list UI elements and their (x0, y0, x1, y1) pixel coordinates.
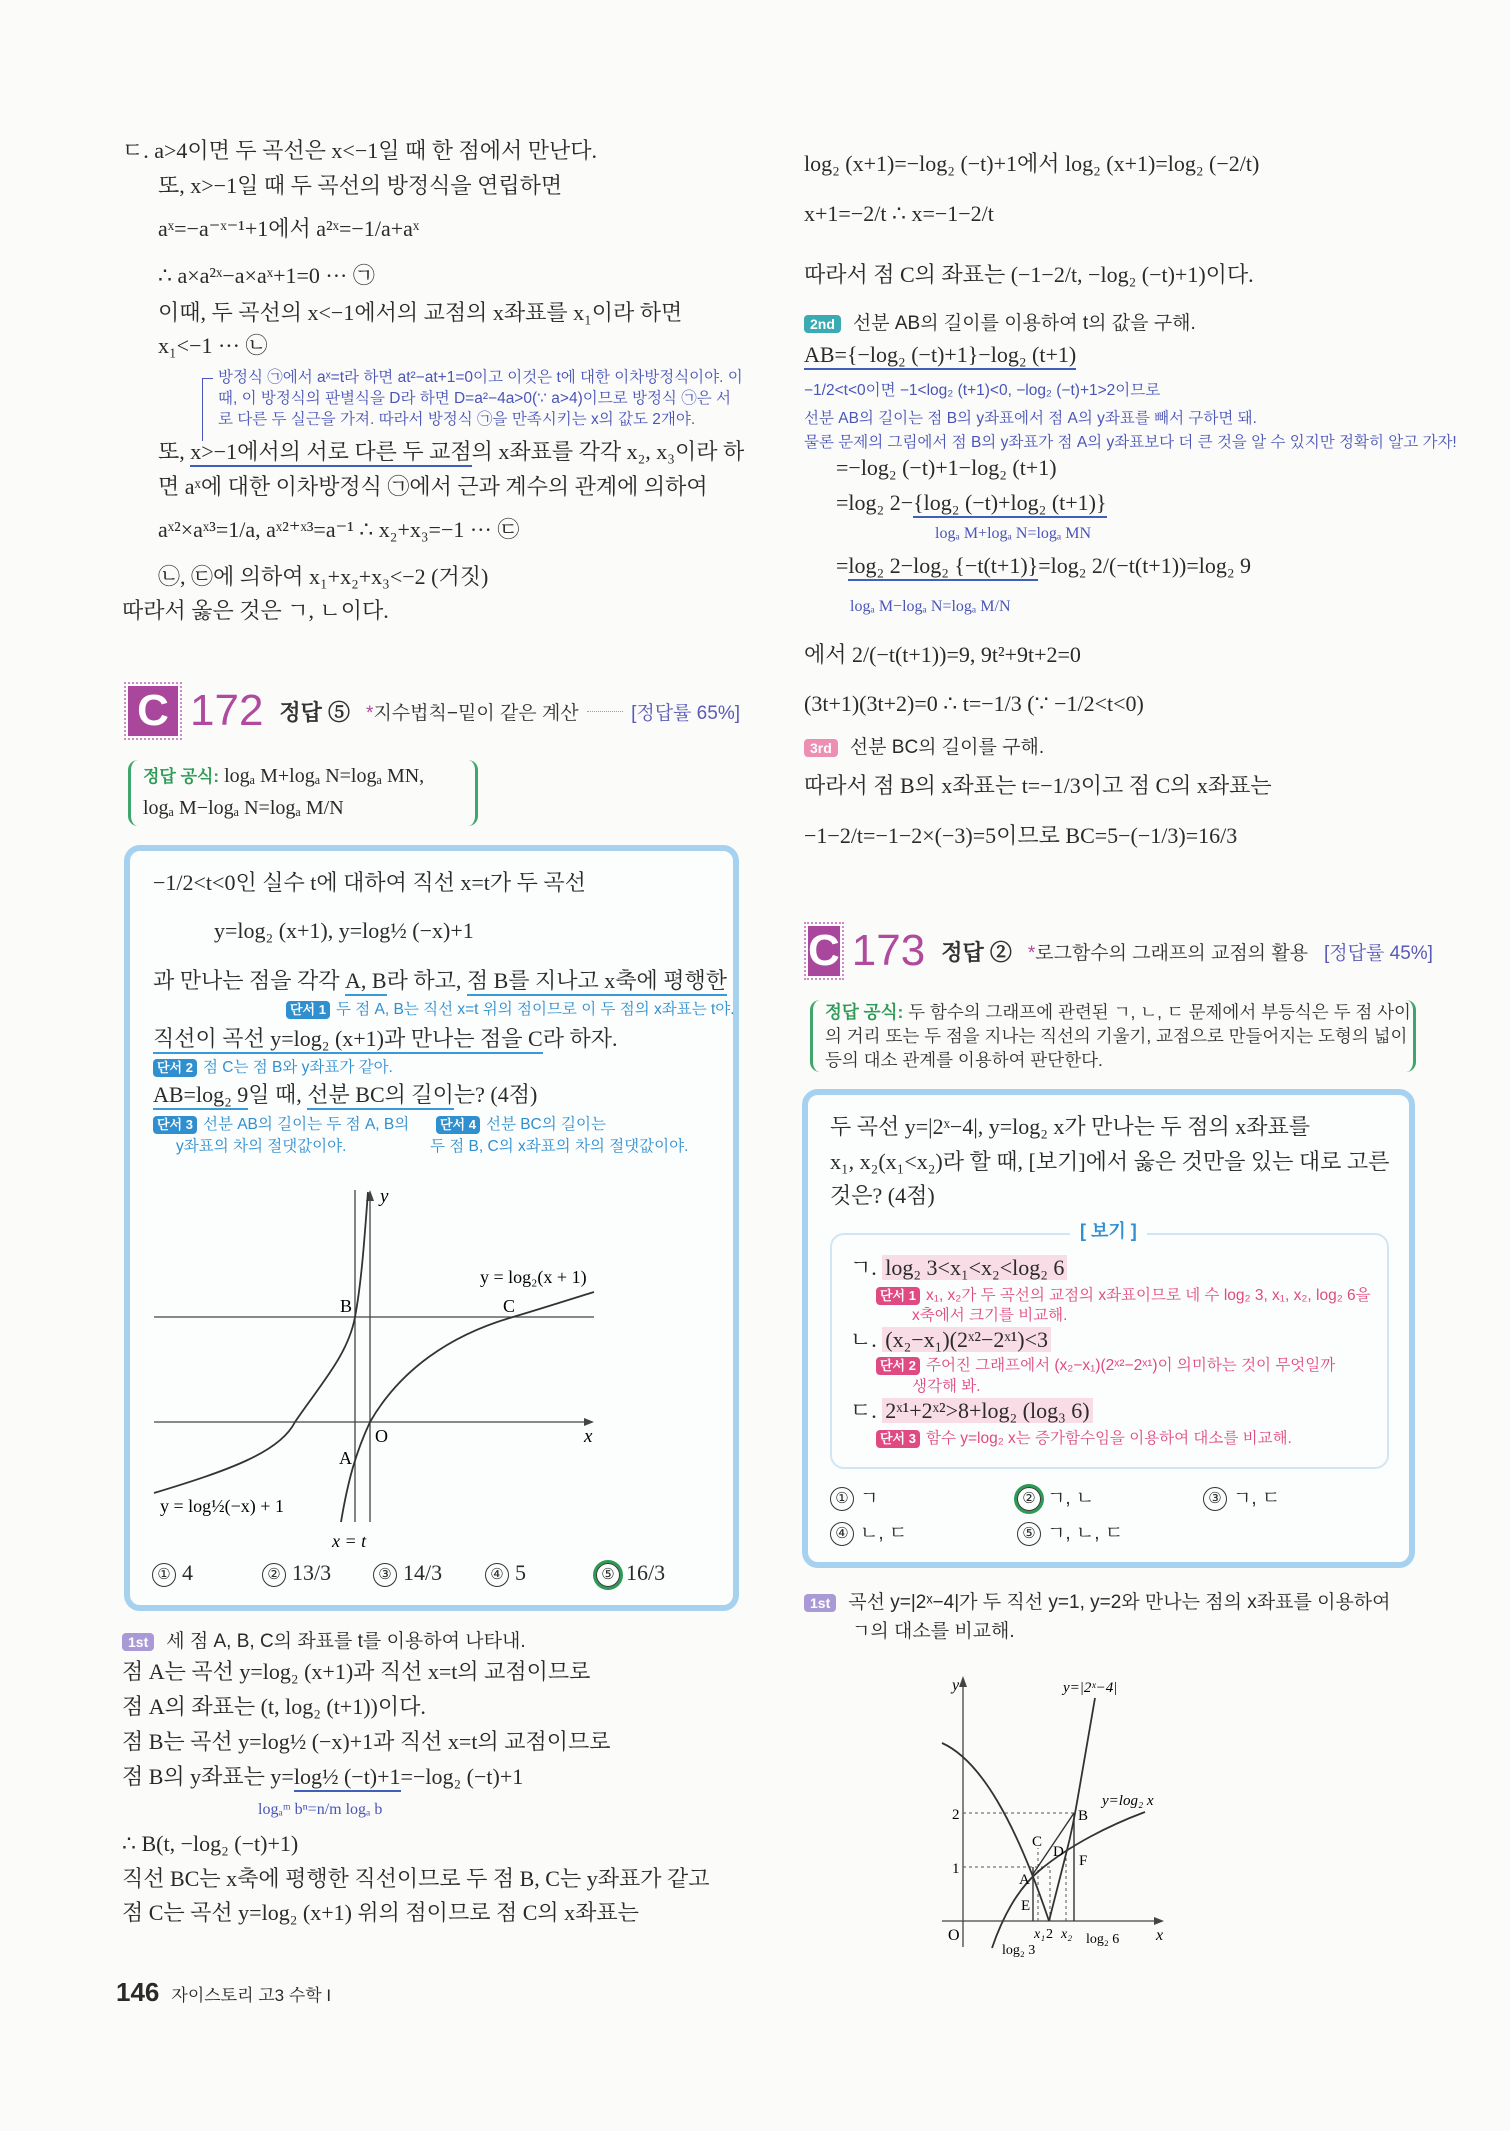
text-line: ∴ a×a²ˣ−a×aˣ+1=0 ··· ㉠ (158, 263, 375, 288)
point-a-label: A (339, 1448, 352, 1468)
step-title: 세 점 A, B, C의 좌표를 t를 이용하여 나타내. (166, 1631, 526, 1652)
topic-text: 로그함수의 그래프의 교점의 활용 (1035, 942, 1309, 964)
choice-number: ③ (1203, 1487, 1227, 1511)
clue-badge: 단서 3 (876, 1430, 920, 1448)
correct-rate: [정답률 45%] (1324, 942, 1433, 964)
choice-text: ㄴ, ㄷ (860, 1523, 908, 1544)
solution-line: 점 A는 곡선 y=log₂ (x+1)과 직선 x=t의 교점이므로 (122, 1659, 591, 1684)
underlined-text: AB=log₂ 9 (153, 1082, 248, 1110)
text-line: 또, x>−1일 때 두 곡선의 방정식을 연립하면 (158, 173, 563, 198)
origin-label: O (948, 1927, 960, 1944)
text: 라 하자. (542, 1026, 618, 1051)
answer-label: 정답 ② (941, 939, 1012, 965)
problem-173-header (808, 926, 1433, 976)
solution-line: 에서 2/(−t(t+1))=9, 9t²+9t+2=0 (804, 642, 1081, 667)
choice-text: 16/3 (626, 1560, 666, 1585)
choice-4[interactable] (830, 1518, 907, 1546)
x-axis-label: x (1156, 1927, 1164, 1944)
formula-label: 정답 공식: (825, 1002, 904, 1022)
text-line: ㉡, ㉢에 의하여 x₁+x₂+x₃<−2 (거짓) (158, 564, 489, 589)
text: = (836, 553, 849, 578)
difficulty-badge: C (808, 926, 840, 975)
step-badge: 2nd (804, 315, 841, 333)
note-arrow (202, 378, 213, 441)
choice-5[interactable] (1017, 1518, 1123, 1546)
clue-text: y좌표의 차의 절댓값이야. (176, 1138, 347, 1155)
tick-two: 2 (1046, 1927, 1053, 1942)
problem-text (153, 967, 727, 995)
solution-line: 따라서 점 C의 좌표는 (−1−2/t, −log₂ (−t)+1)이다. (804, 262, 1254, 287)
step-badge: 1st (804, 1594, 836, 1612)
curve2-label: y = log½(−x) + 1 (160, 1496, 284, 1516)
clue-text: 선분 AB의 길이는 두 점 A, B의 (202, 1116, 410, 1133)
solution-line: 직선 BC는 x축에 평행한 직선이므로 두 점 B, C는 y좌표가 같고 (122, 1866, 710, 1891)
solution-line: x+1=−2/t ∴ x=−1−2/t (804, 201, 994, 226)
formula-note: logₐᵐ bⁿ=n/m logₐ b (258, 1801, 383, 1818)
text-line: ㄷ. a>4이면 두 곡선은 x<−1일 때 한 점에서 만난다. (122, 138, 598, 163)
problem-text (153, 1081, 537, 1109)
difficulty-badge: C (128, 686, 178, 736)
choice-4[interactable] (485, 1560, 526, 1587)
clue-text: 두 점 A, B는 직선 x=t 위의 점이므로 이 두 점의 x좌표는 t야. (335, 1001, 735, 1018)
y-axis-label: y (380, 1186, 389, 1207)
formula-text: 두 함수의 그래프에 관련된 ㄱ, ㄴ, ㄷ 문제에서 부등식은 두 점 사이 (903, 1002, 1411, 1022)
item-label: ㄴ. (850, 1327, 877, 1352)
choice-2-selected[interactable] (1017, 1483, 1094, 1511)
choice-number: ① (152, 1563, 176, 1587)
formula-line (143, 762, 424, 791)
formula-note: logₐ M−logₐ N=logₐ M/N (850, 598, 1011, 615)
item-label: ㄷ. (850, 1398, 877, 1423)
underlined-text: AB={−log₂ (−t)+1}−log₂ (t+1) (804, 342, 1076, 370)
tick-2: 2 (952, 1807, 960, 1823)
point-b-label: B (1078, 1808, 1089, 1824)
solution-line (122, 1763, 523, 1791)
choice-text: ㄱ, ㄴ, ㄷ (1047, 1523, 1124, 1544)
clue-badge: 단서 2 (153, 1059, 197, 1077)
selected-choice-mark: ② (1017, 1487, 1041, 1511)
choice-5-selected[interactable] (596, 1560, 665, 1587)
formula-line: logₐ M−logₐ N=logₐ M/N (143, 797, 344, 819)
choice-text: 14/3 (403, 1560, 443, 1585)
x-axis-arrow-icon (1154, 1917, 1164, 1925)
text: 과 만나는 점을 각각 (153, 968, 346, 993)
formula-line (825, 1002, 1411, 1022)
problem-text: 것은? (4점) (830, 1183, 935, 1208)
clue-2 (876, 1356, 1335, 1376)
step-title: 곡선 y=|2ˣ−4|가 두 직선 y=1, y=2와 만나는 점의 x좌표를 이용하여 (848, 1592, 1391, 1613)
book-title: 자이스토리 고3 수학 I (171, 1986, 332, 2005)
text-line: aˣ²×aˣ³=1/a, aˣ²⁺ˣ³=a⁻¹ ∴ x₂+x₃=−1 ··· ㉢ (158, 517, 520, 542)
clue-text: 선분 BC의 길이는 (485, 1116, 606, 1133)
choice-text: ㄱ, ㄴ (1047, 1488, 1095, 1509)
star-icon: * (1027, 942, 1036, 964)
step-2 (804, 308, 1196, 335)
solution-line (804, 341, 1076, 369)
step-title: 선분 BC의 길이를 구해. (849, 737, 1045, 758)
underlined-text: 직선이 곡선 y=log₂ (x+1)과 만나는 점을 C (153, 1026, 543, 1054)
text: 라 하고, (386, 968, 467, 993)
point-d-label: D (1053, 1844, 1064, 1860)
footer (116, 1978, 331, 2010)
choice-text: 5 (515, 1560, 526, 1585)
selected-choice-mark: ⑤ (596, 1563, 620, 1587)
bogi-item (850, 1326, 1051, 1354)
clue-text: 생각해 봐. (912, 1378, 981, 1395)
dotted-leader (587, 711, 623, 712)
x-axis-arrow-icon (584, 1418, 594, 1426)
text: 또, (158, 439, 191, 464)
curve2-label: y=log₂ x (1102, 1793, 1154, 1809)
underlined-text: 선분 BC의 길이 (307, 1082, 454, 1110)
solution-line: (3t+1)(3t+2)=0 ∴ t=−1/3 (∵ −1/2<t<0) (804, 691, 1144, 716)
tick-log2-3: log₂ 3 (1002, 1943, 1036, 1958)
page-number: 146 (116, 1977, 160, 2007)
answer-label: 정답 ⑤ (279, 699, 351, 725)
text-line: 따라서 옳은 것은 ㄱ, ㄴ이다. (122, 598, 389, 623)
clue-3 (876, 1429, 1292, 1449)
curve-log2-x-plus-1 (341, 1292, 594, 1522)
bogi-item (850, 1397, 1093, 1425)
clue-text: x축에서 크기를 비교해. (912, 1307, 1068, 1324)
underlined-text: A, B (345, 968, 387, 996)
formula-line: 등의 대소 관계를 이용하여 판단한다. (825, 1050, 1103, 1070)
solution-line (836, 489, 1107, 517)
solution-line: =−log₂ (−t)+1−log₂ (t+1) (836, 455, 1057, 480)
choice-1[interactable] (152, 1560, 193, 1587)
problem-number: 172 (190, 686, 264, 735)
point-c-label: C (503, 1296, 516, 1316)
formula-label: 정답 공식: (143, 767, 220, 786)
choice-number: ① (830, 1487, 854, 1511)
text-line: x₁<−1 ··· ㉡ (158, 333, 268, 358)
curve-abs-right-branch (1049, 1698, 1095, 1921)
tick-log2-6: log₂ 6 (1086, 1932, 1120, 1947)
underlined-text: x>−1에서의 서로 다른 두 교점 (190, 439, 471, 467)
clue-badge: 단서 2 (876, 1357, 920, 1375)
text-line: aˣ=−a⁻ˣ⁻¹+1에서 a²ˣ=−1/a+aˣ (158, 216, 420, 241)
underlined-text: log₂ 2−log₂ {−t(t+1)} (848, 553, 1038, 581)
clue-text: x₁, x₂가 두 곡선의 교점의 x좌표이므로 네 수 log₂ 3, x₁, x₂, log₂ 6을 (925, 1287, 1371, 1304)
choice-3[interactable] (1203, 1483, 1280, 1511)
line-t-label: x = t (332, 1531, 367, 1551)
item-text: 2ˣ¹+2ˣ²>8+log₂ (log₃ 6) (882, 1398, 1092, 1423)
clue-text: 점 C는 점 B와 y좌표가 같아. (202, 1059, 393, 1076)
point-c-label: C (1032, 1834, 1043, 1850)
clue-badge: 단서 4 (436, 1116, 480, 1134)
clue-text: 주어진 그래프에서 (x₂−x₁)(2ˣ²−2ˣ¹)이 의미하는 것이 무엇일까 (925, 1357, 1336, 1374)
y-axis-arrow-icon (959, 1676, 967, 1687)
topic (1028, 938, 1308, 965)
item-text: log₂ 3<x₁<x₂<log₂ 6 (882, 1255, 1067, 1280)
solution-line: 점 A의 좌표는 (t, log₂ (t+1))이다. (122, 1694, 426, 1719)
choice-2[interactable] (262, 1560, 331, 1587)
formula-text: logₐ M+logₐ N=logₐ MN, (219, 765, 425, 787)
step-badge: 1st (122, 1633, 154, 1651)
text: =log₂ 2/(−t(t+1))=log₂ 9 (1038, 553, 1252, 578)
solution-line (836, 552, 1251, 580)
text: 는? (4점) (453, 1082, 538, 1107)
solution-line: 점 C는 곡선 y=log₂ (x+1) 위의 점이므로 점 C의 x좌표는 (122, 1900, 639, 1925)
problem-number: 173 (851, 926, 926, 975)
item-label: ㄱ. (850, 1255, 877, 1280)
bogi-item (850, 1254, 1067, 1282)
choice-text: ㄱ (860, 1488, 879, 1509)
formula-line: 의 거리 또는 두 점을 지나는 직선의 기울기, 교점으로 만들어지는 도형의 넓이 (825, 1026, 1408, 1046)
solution-line: log₂ (x+1)=−log₂ (−t)+1에서 log₂ (x+1)=log₂ (−2/t) (804, 151, 1260, 176)
x-axis-label: x (584, 1426, 593, 1447)
tick-x1: x₁ (1034, 1927, 1046, 1942)
note-line: −1/2<t<0이면 −1<log₂ (t+1)<0, −log₂ (−t)+1>2이므로 (804, 382, 1161, 399)
clue-text: 두 점 B, C의 x좌표의 차의 절댓값이야. (430, 1138, 689, 1155)
problem-173-graph (790, 1580, 1440, 1960)
text: =log₂ 2− (836, 490, 914, 515)
clue-text: 함수 y=log₂ x는 증가함수임을 이용하여 대소를 비교해. (925, 1430, 1292, 1447)
text: 점 B의 y좌표는 y= (122, 1764, 294, 1789)
step-title-continued: ㄱ의 대소를 비교해. (852, 1621, 1015, 1642)
correct-rate: [정답률 65%] (631, 702, 740, 724)
point-b-label: B (340, 1296, 353, 1316)
point-f-label: F (1079, 1853, 1088, 1869)
choice-number: ⑤ (1017, 1522, 1041, 1546)
y-axis-label: y (952, 1677, 960, 1694)
choice-text: 4 (182, 1560, 193, 1585)
solution-line: ∴ B(t, −log₂ (−t)+1) (122, 1831, 299, 1856)
text: 의 x좌표를 각각 x₂, x₃이라 하 (471, 439, 745, 464)
clue-1 (876, 1286, 1371, 1306)
solution-line: 점 B는 곡선 y=log½ (−x)+1과 직선 x=t의 교점이므로 (122, 1729, 611, 1754)
problem-text: x₁, x₂(x₁<x₂)라 할 때, [보기]에서 옳은 것만을 있는 대로 고른 (830, 1149, 1390, 1174)
formula-box (128, 760, 478, 826)
choice-3[interactable] (373, 1560, 442, 1587)
underlined-text: log½ (−t)+1 (294, 1764, 401, 1792)
item-text: (x₂−x₁)(2ˣ²−2ˣ¹)<3 (882, 1327, 1051, 1352)
topic (366, 698, 579, 725)
bogi-title: [ 보기 ] (1070, 1221, 1147, 1241)
step-1 (122, 1626, 526, 1653)
clue-2 (153, 1058, 393, 1078)
step-3 (804, 732, 1044, 759)
formula-note: logₐ M+logₐ N=logₐ MN (935, 525, 1092, 542)
note-line: 선분 AB의 길이는 점 B의 y좌표에서 점 A의 y좌표를 빼서 구하면 돼. (804, 410, 1257, 427)
underlined-text: {log₂ (−t)+log₂ (t+1)} (913, 490, 1106, 518)
point-a-label: A (1019, 1872, 1030, 1888)
solution-line: 따라서 점 B의 x좌표는 t=−1/3이고 점 C의 x좌표는 (804, 773, 1272, 798)
note-line: 로 다른 두 실근을 가져. 따라서 방정식 ㉠을 만족시키는 x의 값도 2개야. (218, 411, 696, 428)
choice-number: ③ (373, 1563, 397, 1587)
clue-4 (436, 1115, 606, 1135)
problem-172-header (128, 686, 740, 736)
clue-badge: 단서 1 (286, 1001, 330, 1019)
problem-text: −1/2<t<0인 실수 t에 대하여 직선 x=t가 두 곡선 (153, 870, 586, 895)
clue-3 (153, 1115, 409, 1135)
text: =−log₂ (−t)+1 (400, 1764, 524, 1789)
star-icon: * (366, 702, 374, 724)
tick-x2: x₂ (1061, 1927, 1073, 1942)
choice-text: 13/3 (292, 1560, 332, 1585)
curve1-label: y=|2ˣ−4| (1063, 1680, 1118, 1696)
choice-1[interactable] (830, 1483, 878, 1511)
problem-text: 두 곡선 y=|2ˣ−4|, y=log₂ x가 만나는 두 점의 x좌표를 (830, 1114, 1310, 1139)
choice-number: ④ (485, 1563, 509, 1587)
note-line: 방정식 ㉠에서 aˣ=t라 하면 at²−at+1=0이고 이것은 t에 대한 이차방정식이야. 이 (218, 369, 743, 386)
problem-text (153, 1025, 617, 1053)
problem-text: y=log₂ (x+1), y=log½ (−x)+1 (214, 918, 474, 943)
problem-172-graph (110, 1170, 750, 1570)
text: 일 때, (248, 1082, 308, 1107)
topic-text: 지수법칙−밑이 같은 계산 (373, 702, 579, 724)
tick-1: 1 (952, 1861, 960, 1877)
step-title: 선분 AB의 길이를 이용하여 t의 값을 구해. (852, 313, 1196, 334)
text-line (158, 438, 744, 466)
curve-log-half (154, 1192, 368, 1493)
text-line: 이때, 두 곡선의 x<−1에서의 교점의 x좌표를 x₁이라 하면 (158, 300, 683, 325)
note-line: 물론 문제의 그림에서 점 B의 y좌표가 점 A의 y좌표보다 더 큰 것을 알 수 있지만 정확히 알고 가자! (804, 434, 1457, 451)
formula-box (810, 1000, 1416, 1072)
solution-line: −1−2/t=−1−2×(−3)=5이므로 BC=5−(−1/3)=16/3 (804, 823, 1238, 848)
origin-label: O (375, 1426, 388, 1446)
point-e-label: E (1021, 1898, 1031, 1914)
clue-badge: 단서 3 (153, 1116, 197, 1134)
step-badge: 3rd (804, 739, 838, 757)
underlined-text: 점 B를 지나고 x축에 평행한 (467, 968, 727, 996)
curve1-label: y = log₂(x + 1) (480, 1267, 587, 1287)
note-line: 때, 이 방정식의 판별식을 D라 하면 D=a²−4a>0(∵ a>4)이므로 방정식 ㉠은 서 (218, 390, 731, 407)
text-line: 면 aˣ에 대한 이차방정식 ㉠에서 근과 계수의 관계에 의하여 (158, 474, 708, 499)
choice-number: ② (262, 1563, 286, 1587)
clue-badge: 단서 1 (876, 1287, 920, 1305)
choice-text: ㄱ, ㄷ (1233, 1488, 1281, 1509)
choice-number: ④ (830, 1522, 854, 1546)
clue-1 (286, 1000, 735, 1020)
